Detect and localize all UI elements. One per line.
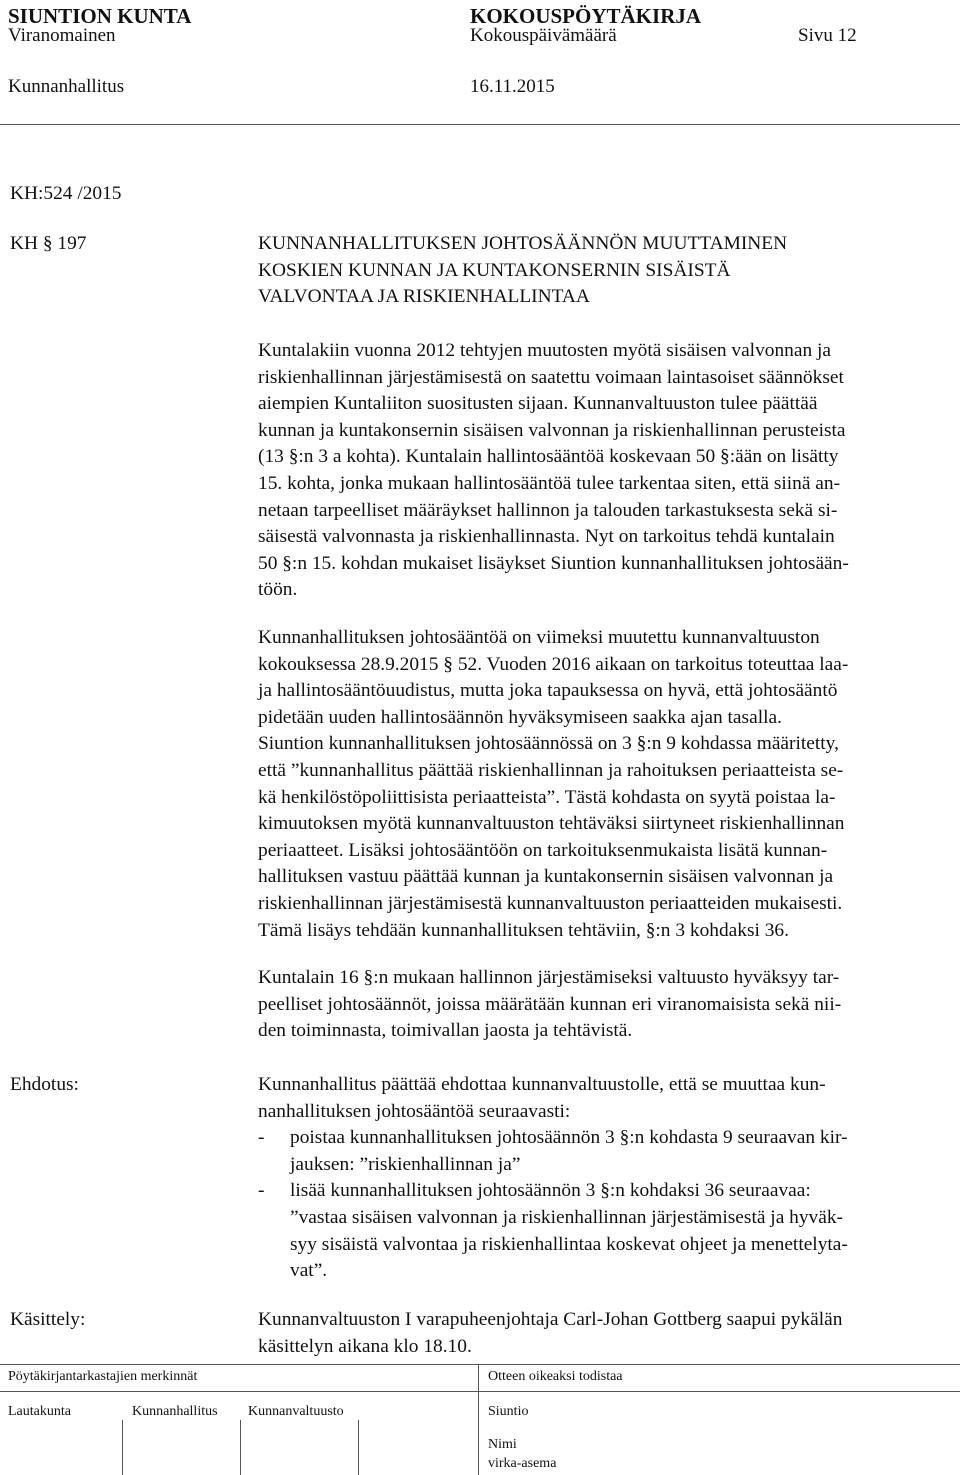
text-line: kimuutoksen myötä kunnanvaltuuston tehtäväksi siirtyneet riskienhallinnan <box>258 813 845 835</box>
title-line: KUNNANHALLITUKSEN JOHTOSÄÄNNÖN MUUTTAMINEN <box>258 233 788 254</box>
text-line: Kunnanhallituksen johtosääntöä on viimeksi muutettu kunnanvaltuuston <box>258 627 820 648</box>
text-line: (13 §:n 3 a kohta). Kuntalain hallintosääntöä koskevaan 50 §:ään on lisätty <box>258 446 839 468</box>
text-line: töön. <box>258 579 298 601</box>
section-number: KH § 197 <box>10 233 87 254</box>
board-column-label: Lautakunta <box>8 1404 71 1419</box>
text-line: 15. kohta, jonka mukaan hallintosääntöä tulee tarkentaa siten, että siinä an- <box>258 472 841 494</box>
text-line: että ”kunnanhallitus päättää riskienhallinnan ja rahoituksen periaatteista se- <box>258 759 844 781</box>
text-line: Kuntalain 16 §:n mukaan hallinnon järjestämiseksi valtuusto hyväksyy tar- <box>258 967 840 988</box>
text-line: netaan tarpeelliset määräykset hallinnon ja talouden tarkastuksesta sekä si- <box>258 499 838 521</box>
council-column-label: Kunnanvaltuusto <box>248 1404 344 1419</box>
text-line: riskienhallinnan järjestämisestä on saatettu voimaan laintasoiset säännökset <box>258 366 844 388</box>
reference-number: KH:524 /2015 <box>10 183 122 204</box>
text-line: pidetään uuden hallintosäännön hyväksymiseen saakka ajan tasalla. <box>258 706 782 728</box>
list-dash: - <box>258 1127 265 1149</box>
paragraph-1 <box>258 338 948 604</box>
text-line: lisää kunnanhallituksen johtosäännön 3 §:n kohdaksi 36 seuraavaa: <box>290 1180 811 1202</box>
text-line: säisestä valvonnasta ja riskienhallinnasta. Nyt on tarkoitus tehdä kuntalain <box>258 526 835 548</box>
paragraph-2 <box>258 625 948 944</box>
header-divider <box>0 124 960 125</box>
proposal-section <box>258 1072 948 1285</box>
footer-divider <box>240 1420 241 1475</box>
text-line: Tämä lisäys tehdään kunnanhallituksen tehtäviin, §:n 3 kohdaksi 36. <box>258 919 789 941</box>
text-line: syy sisäistä valvontaa ja riskienhallintaa koskevat ohjeet ja menettelyta- <box>290 1233 848 1255</box>
certified-label: Otteen oikeaksi todistaa <box>488 1369 623 1384</box>
processing-section <box>258 1307 948 1360</box>
list-dash: - <box>258 1180 265 1202</box>
text-line: 50 §:n 15. kohdan mukaiset lisäykset Siuntion kunnanhallituksen johtosään- <box>258 552 849 574</box>
text-line: jauksen: ”riskienhallinnan ja” <box>290 1153 521 1175</box>
footer-top-rule <box>0 1364 960 1365</box>
text-line: vat”. <box>290 1260 328 1282</box>
title-line: KOSKIEN KUNNAN JA KUNTAKONSERNIN SISÄISTÄ <box>258 259 731 281</box>
date-value: 16.11.2015 <box>470 76 555 97</box>
date-label: Kokouspäivämäärä <box>470 25 617 46</box>
footer-divider <box>478 1364 479 1475</box>
text-line: peelliset johtosäännöt, joissa määrätään kunnan eri viranomaisista sekä nii- <box>258 993 842 1015</box>
proposal-item <box>258 1125 948 1178</box>
text-line: Kuntalakiin vuonna 2012 tehtyjen muutosten myötä sisäisen valvonnan ja <box>258 340 831 361</box>
text-line: Kunnanhallitus päättää ehdottaa kunnanvaltuustolle, että se muuttaa kun- <box>258 1074 826 1095</box>
text-line: kä henkilöstöpoliittisista periaatteista”. Tästä kohdasta on syytä poistaa la- <box>258 786 836 808</box>
text-line: poistaa kunnanhallituksen johtosäännön 3 §:n kohdasta 9 seuraavan kir- <box>290 1127 848 1149</box>
footer-mid-rule <box>0 1391 960 1392</box>
paragraph-3 <box>258 965 948 1045</box>
text-line: riskienhallinnan järjestämisestä kunnanvaltuuston periaatteiden mukaisesti. <box>258 892 843 914</box>
checkers-label: Pöytäkirjantarkastajien merkinnät <box>8 1369 198 1384</box>
text-line: aiempien Kuntaliiton suositusten sijaan. Kunnanvaltuuston tulee päättää <box>258 393 818 415</box>
proposal-item <box>258 1178 948 1284</box>
name-label: Nimi <box>488 1437 517 1452</box>
text-line: Siuntion kunnanhallituksen johtosäännössä on 3 §:n 9 kohdassa määritetty, <box>258 733 839 755</box>
title-line: VALVONTAA JA RISKIENHALLINTAA <box>258 286 590 308</box>
text-line: ”vastaa sisäisen valvonnan ja riskienhallinnan järjestämisestä ja hyväk- <box>290 1206 843 1228</box>
text-line: käsittelyn aikana klo 18.10. <box>258 1335 472 1357</box>
section-title <box>258 231 948 311</box>
footer-divider <box>358 1420 359 1475</box>
processing-label: Käsittely: <box>10 1309 86 1330</box>
org-name: SIUNTION KUNTA <box>8 4 192 28</box>
text-line: nanhallituksen johtosääntöä seuraavasti: <box>258 1100 571 1122</box>
document-type: KOKOUSPÖYTÄKIRJA <box>470 4 702 28</box>
council-board-column-label: Kunnanhallitus <box>132 1404 218 1419</box>
authority-value: Kunnanhallitus <box>8 76 125 97</box>
text-line: periaatteet. Lisäksi johtosääntöön on tarkoituksenmukaista lisätä kunnan- <box>258 839 828 861</box>
text-line: kunnan ja kuntakonsernin sisäisen valvonnan ja riskienhallinnan perusteista <box>258 419 846 441</box>
place-label: Siuntio <box>488 1404 529 1419</box>
title-label: virka-asema <box>488 1456 557 1471</box>
footer-divider <box>122 1420 123 1475</box>
text-line: Kunnanvaltuuston I varapuheenjohtaja Carl-Johan Gottberg saapui pykälän <box>258 1309 843 1330</box>
text-line: hallituksen vastuu päättää kunnan ja kuntakonsernin sisäisen valvonnan ja <box>258 866 834 888</box>
page-number: Sivu 12 <box>798 25 857 46</box>
text-line: ja hallintosääntöuudistus, mutta joka tapauksessa on hyvä, että johtosääntö <box>258 680 838 702</box>
authority-label: Viranomainen <box>8 25 116 46</box>
proposal-label: Ehdotus: <box>10 1074 79 1095</box>
text-line: den toiminnasta, toimivallan jaosta ja tehtävistä. <box>258 1020 633 1042</box>
text-line: kokouksessa 28.9.2015 § 52. Vuoden 2016 aikaan on tarkoitus toteuttaa laa- <box>258 653 849 675</box>
